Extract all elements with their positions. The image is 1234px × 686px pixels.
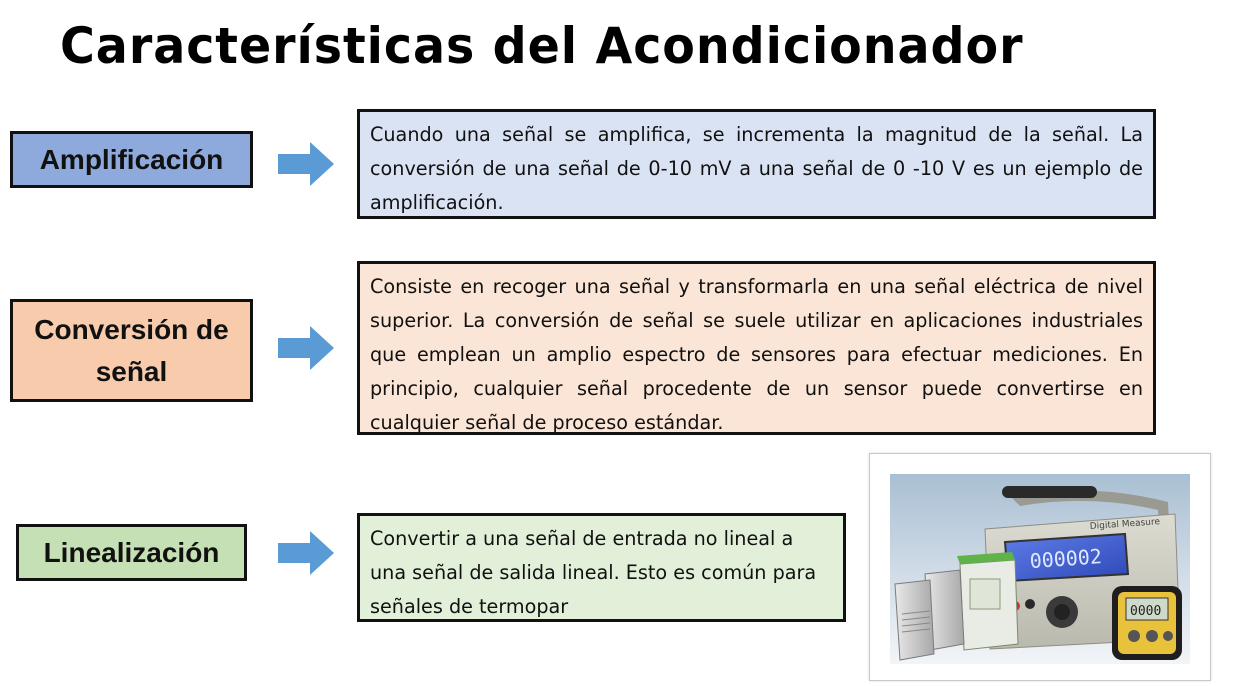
description-conversion-de-senal: Consiste en recoger una señal y transformarla en una señal eléctrica de nivel superior. La conversión de señal se suele utilizar en aplicaciones industriales que emplean un amplio espectro de sensores para efectuar mediciones. En principio, cualquier señal procedente de un sensor puede convertirse en cualquier señal de proceso estándar. [357,261,1156,435]
arrow-right-icon [278,142,334,186]
meter-brand-label: Digital Measure [1089,517,1161,532]
label-linealizacion: Linealización [16,524,247,581]
arrow-right-icon [278,326,334,370]
handheld-readout: 0000 [1130,604,1162,619]
description-amplificacion: Cuando una señal se amplifica, se incrementa la magnitud de la señal. La conversión de una señal de 0-10 mV a una señal de 0 -10 V es un ejemplo de amplificación. [357,109,1156,219]
arrow-right-icon [278,531,334,575]
signal-conditioner-devices-image [890,474,1190,664]
page-title: Características del Acondicionador [60,17,1024,75]
label-conversion-de-senal: Conversión de señal [10,299,253,402]
description-linealizacion: Convertir a una señal de entrada no lineal a una señal de salida lineal. Esto es común para señales de termopar [357,513,846,622]
devices-photo [869,453,1211,681]
meter-readout: 000002 [1028,544,1103,574]
label-amplificacion: Amplificación [10,131,253,188]
